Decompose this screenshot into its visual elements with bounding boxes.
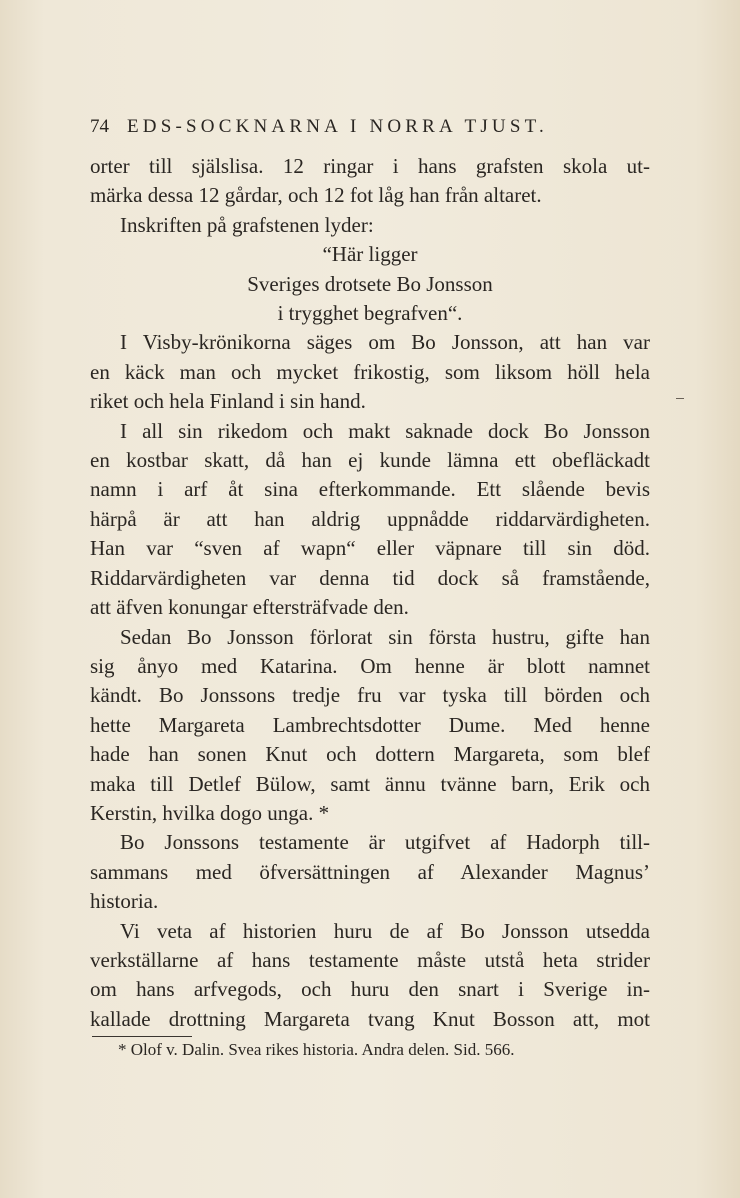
text-line: orter till själslisa. 12 ringar i hans grafsten skola ut- xyxy=(90,154,650,178)
text-line: hette Margareta Lambrechtsdotter Dume. Med henne xyxy=(90,712,650,737)
text-line: om hans arfvegods, och huru den snart i Sverige in- xyxy=(90,977,650,1002)
footnote-rule xyxy=(92,1036,192,1037)
text-line: Riddarvärdigheten var denna tid dock så framstående, xyxy=(90,565,650,590)
text-line: härpå är att han aldrig uppnådde riddarvärdigheten. xyxy=(90,506,650,531)
text-line: I all sin rikedom och makt saknade dock Bo Jonsson xyxy=(120,418,650,443)
text-line: maka till Detlef Bülow, samt ännu tvänne barn, Erik och xyxy=(90,771,650,796)
page-number: 74 xyxy=(90,116,109,137)
text-line: Inskriften på grafstenen lyder: xyxy=(120,212,374,237)
running-header xyxy=(90,116,650,138)
text-line: Han var “sven af wapn“ eller väpnare till sin död. xyxy=(90,536,650,561)
text-line: Vi veta af historien huru de af Bo Jonsson utsedda xyxy=(120,918,650,943)
running-title: EDS-SOCKNARNA I NORRA TJUST. xyxy=(127,116,548,137)
text-line: en käck man och mycket frikostig, som liksom höll hela xyxy=(90,359,650,384)
text-line: verkställarne af hans testamente måste utstå heta strider xyxy=(90,947,650,972)
text-line: kallade drottning Margareta tvang Knut Bosson att, mot xyxy=(90,1006,650,1031)
text-line: riket och hela Finland i sin hand. xyxy=(90,389,366,414)
text-line: en kostbar skatt, då han ej kunde lämna ett obefläckadt xyxy=(90,448,650,473)
text-line: Bo Jonssons testamente är utgifvet af Hadorph till- xyxy=(120,830,650,855)
text-line: “Här ligger xyxy=(322,242,418,267)
text-line: i trygghet begrafven“. xyxy=(277,301,463,326)
footnote: * Olof v. Dalin. Svea rikes historia. Andra delen. Sid. 566. xyxy=(118,1040,515,1059)
text-line: Sedan Bo Jonsson förlorat sin första hustru, gifte han xyxy=(120,624,650,649)
margin-mark xyxy=(676,398,684,399)
text-line: att äfven konungar eftersträfvade den. xyxy=(90,595,409,620)
text-line: kändt. Bo Jonssons tredje fru var tyska till börden och xyxy=(90,683,650,708)
text-line: I Visby-krönikorna säges om Bo Jonsson, att han var xyxy=(120,330,650,355)
text-line: sig ånyo med Katarina. Om henne är blott namnet xyxy=(90,653,650,678)
text-line: namn i arf åt sina efterkommande. Ett slående bevis xyxy=(90,477,650,502)
text-line: hade han sonen Knut och dottern Margareta, som blef xyxy=(90,742,650,767)
text-line: historia. xyxy=(90,889,159,914)
text-line: sammans med öfversättningen af Alexander Magnus’ xyxy=(90,859,650,884)
text-line: märka dessa 12 gårdar, och 12 fot låg han från altaret. xyxy=(90,183,542,208)
text-line: Sveriges drotsete Bo Jonsson xyxy=(247,271,493,296)
body-text xyxy=(90,152,650,1034)
text-line: Kerstin, hvilka dogo unga. * xyxy=(90,800,330,825)
